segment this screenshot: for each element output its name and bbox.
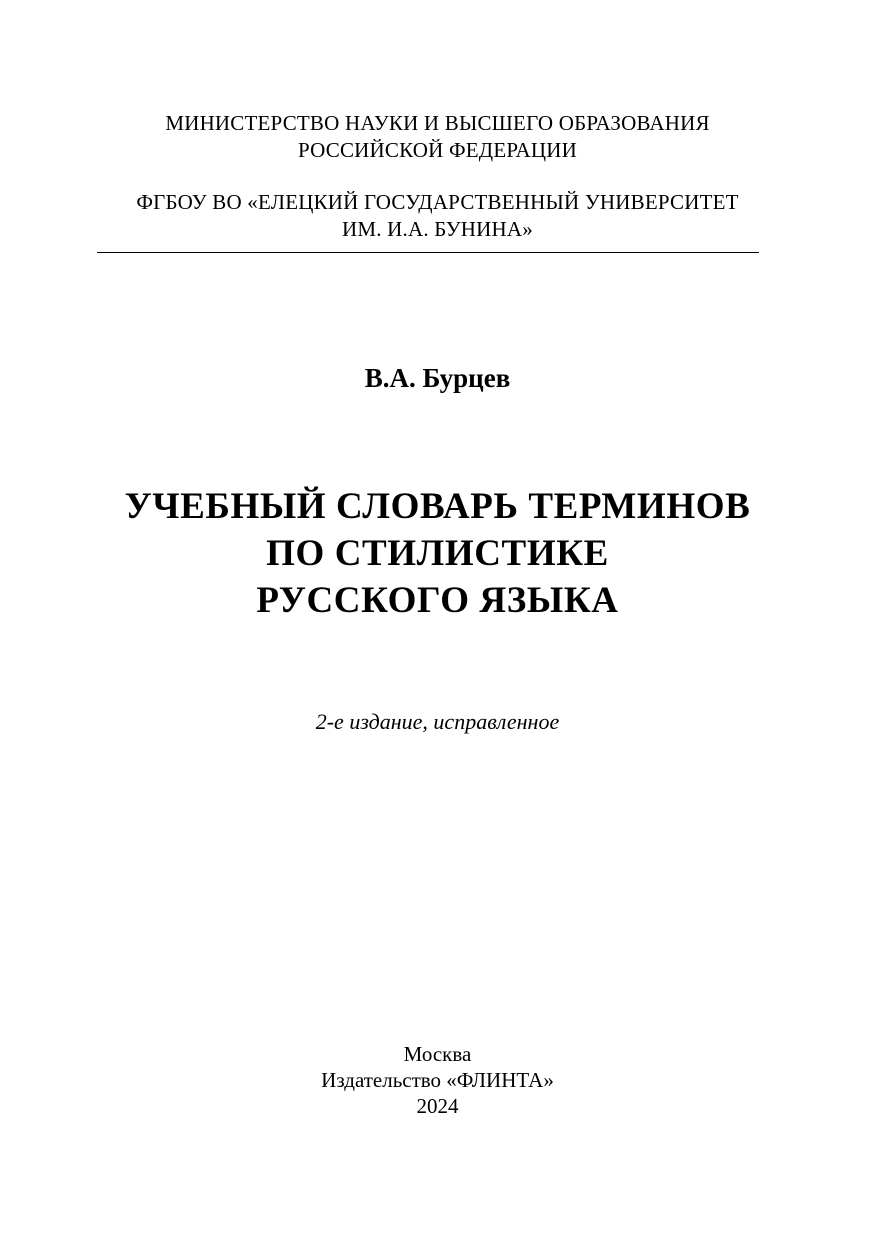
- university-line-1: ФГБОУ ВО «ЕЛЕЦКИЙ ГОСУДАРСТВЕННЫЙ УНИВЕРСИТЕТ: [136, 190, 739, 214]
- title-line-1: УЧЕБНЫЙ СЛОВАРЬ ТЕРМИНОВ: [124, 486, 751, 527]
- imprint-city: Москва: [403, 1042, 472, 1066]
- ministry-line-1: МИНИСТЕРСТВО НАУКИ И ВЫСШЕГО ОБРАЗОВАНИЯ: [165, 111, 710, 135]
- title-line-3: РУССКОГО ЯЗЫКА: [256, 580, 619, 621]
- title-line-2: ПО СТИЛИСТИКЕ: [266, 533, 609, 574]
- author-name: В.А. Бурцев: [364, 363, 511, 393]
- header-divider: [97, 252, 759, 253]
- imprint-publisher: Издательство «ФЛИНТА»: [321, 1068, 554, 1092]
- university-line-2: ИМ. И.А. БУНИНА»: [342, 217, 533, 241]
- imprint-year: 2024: [416, 1094, 459, 1118]
- edition-note: 2-е издание, исправленное: [315, 709, 560, 734]
- ministry-line-2: РОССИЙСКОЙ ФЕДЕРАЦИИ: [298, 138, 577, 162]
